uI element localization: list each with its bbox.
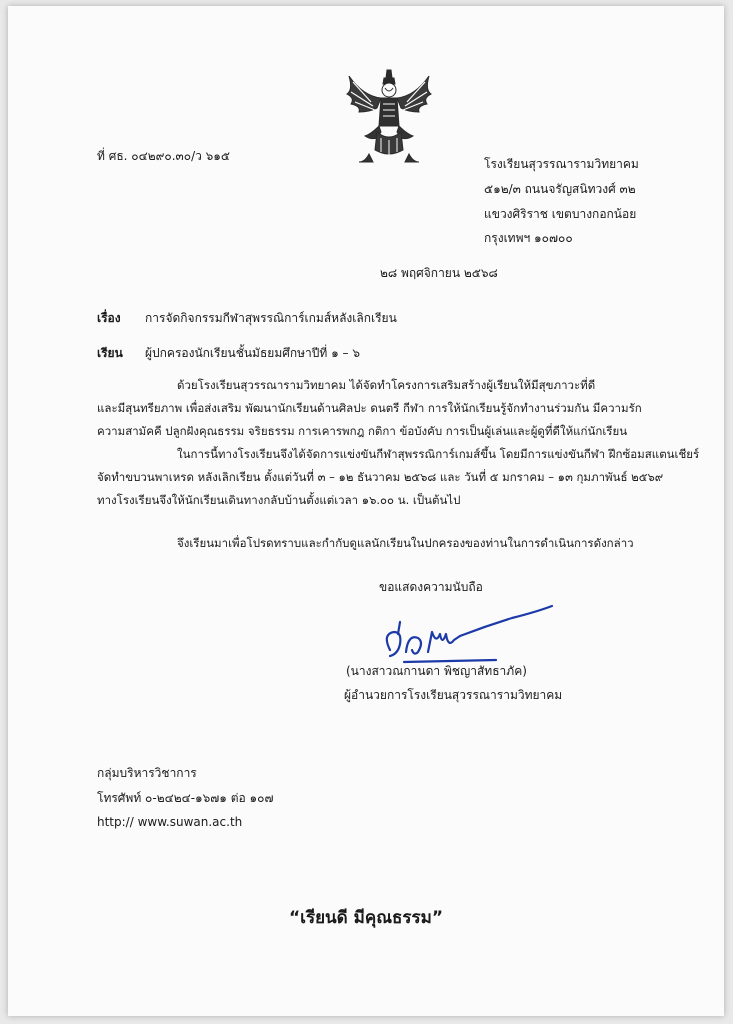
para2-line-3: ทางโรงเรียนจึงให้นักเรียนเดินทางกลับบ้านตั้งแต่เวลา ๑๖.๐๐ น. เป็นต้นไป xyxy=(97,493,461,507)
address-line-3: แขวงศิริราช เขตบางกอกน้อย xyxy=(484,207,637,221)
letter-page xyxy=(8,6,724,1016)
address-line-2: ๕๑๒/๓ ถนนจรัญสนิทวงศ์ ๓๒ xyxy=(484,182,636,196)
signer-title: ผู้อำนวยการโรงเรียนสุวรรณารามวิทยาคม xyxy=(344,688,563,702)
website-url: http:// www.suwan.ac.th xyxy=(97,815,243,829)
department-name: กลุ่มบริหารวิชาการ xyxy=(97,766,197,780)
para3-text: จึงเรียนมาเพื่อโปรดทราบและกำกับดูแลนักเรียนในปกครองของท่านในการดำเนินการดังกล่าว xyxy=(177,536,634,550)
para2-line-1: ในการนี้ทางโรงเรียนจึงได้จัดการแข่งขันกีฬาสุพรรณิการ์เกมส์ขึ้น โดยมีการแข่งขันกีฬา ฝึกซ้อมสแตนเชียร์ xyxy=(177,447,700,461)
letter-date: ๒๘ พฤศจิกายน ๒๕๖๘ xyxy=(380,266,498,280)
signer-name: (นางสาวณกานดา พิชญาสัทธาภัค) xyxy=(346,664,527,678)
address-line-4: กรุงเทพฯ ๑๐๗๐๐ xyxy=(484,231,573,245)
reference-number: ที่ ศธ. ๐๔๒๙๐.๓๐/ว ๖๑๕ xyxy=(97,149,230,163)
para1-line-2: และมีสุนทรียภาพ เพื่อส่งเสริม พัฒนานักเรียนด้านศิลปะ ดนตรี กีฬา การให้นักเรียนรู้จักทำงานร่วมกัน มีความรัก xyxy=(97,401,642,415)
subject-text: การจัดกิจกรรมกีฬาสุพรรณิการ์เกมส์หลังเลิกเรียน xyxy=(145,311,397,325)
school-motto: “เรียนดี มีคุณธรรม” xyxy=(288,908,444,928)
recipient-label: เรียน xyxy=(97,346,123,360)
phone-number: โทรศัพท์ ๐-๒๔๒๔-๑๖๗๑ ต่อ ๑๐๗ xyxy=(97,791,274,805)
closing-phrase: ขอแสดงความนับถือ xyxy=(379,580,483,594)
garuda-emblem-icon xyxy=(341,68,437,166)
para1-line-3: ความสามัคคี ปลูกฝังคุณธรรม จริยธรรม การเคารพกฎ กติกา ข้อบังคับ การเป็นผู้เล่นและผู้ดูที่ดีให้แก่นักเรียน xyxy=(97,424,628,438)
para2-line-2: จัดทำขบวนพาเหรด หลังเลิกเรียน ตั้งแต่วันที่ ๓ – ๑๒ ธันวาคม ๒๕๖๘ และ วันที่ ๕ มกราคม – ๑๓ กุมภาพันธ์ ๒๕๖๙ xyxy=(97,470,664,484)
recipient-text: ผู้ปกครองนักเรียนชั้นมัธยมศึกษาปีที่ ๑ – ๖ xyxy=(145,346,360,360)
subject-label: เรื่อง xyxy=(97,311,121,325)
address-line-1: โรงเรียนสุวรรณารามวิทยาคม xyxy=(484,157,639,171)
para1-line-1: ด้วยโรงเรียนสุวรรณารามวิทยาคม ได้จัดทำโครงการเสริมสร้างผู้เรียนให้มีสุขภาวะที่ดี xyxy=(177,378,596,392)
